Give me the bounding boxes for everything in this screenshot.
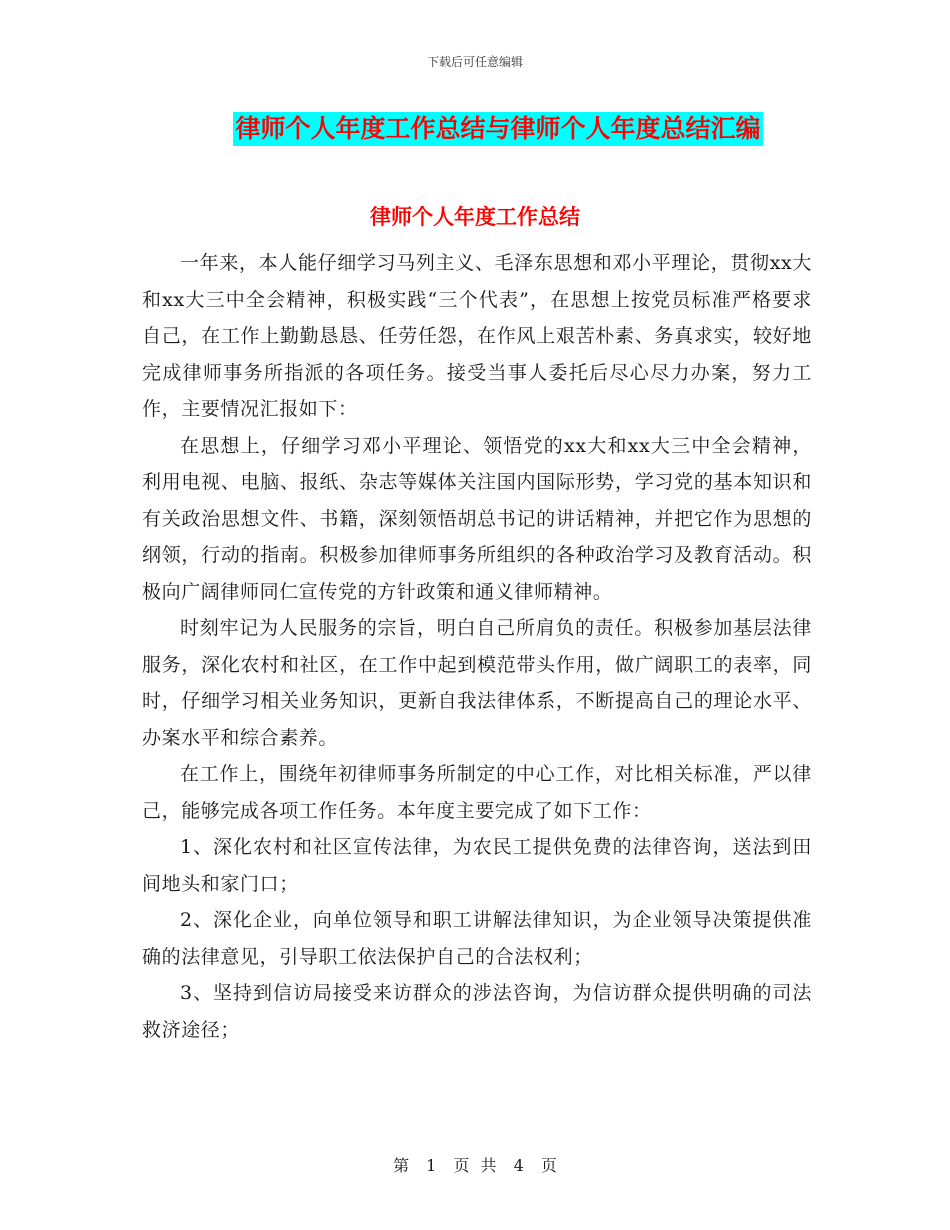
- current-page-number: 1: [426, 1156, 437, 1175]
- total-pages-number: 4: [513, 1156, 524, 1175]
- page-label-suffix: 页: [540, 1156, 557, 1175]
- paragraph: 时刻牢记为人民服务的宗旨，明白自己所肩负的责任。积极参加基层法律服务，深化农村和社区，在工作中起到模范带头作用，做广阔职工的表率，同时，仔细学习相关业务知识，更新自我法律体系，不断提高自己的理论水平、办案水平和综合素养。: [142, 617, 812, 749]
- page-label-mid: 页 共: [453, 1156, 497, 1175]
- page-label-prefix: 第: [393, 1156, 410, 1175]
- main-title-container: [0, 112, 950, 146]
- paragraph: 一年来，本人能仔细学习马列主义、毛泽东思想和邓小平理论，贯彻xx大和xx大三中全会精神，积极实践“三个代表”，在思想上按党员标准严格要求自己，在工作上勤勤恳恳、任劳任怨，在作风上艰苦朴素、务真求实，较好地完成律师事务所指派的各项任务。接受当事人委托后尽心尽力办案，努力工作，主要情况汇报如下：: [142, 252, 812, 420]
- paragraph: 1、深化农村和社区宣传法律，为农民工提供免费的法律咨询，送法到田间地头和家门口；: [142, 836, 812, 895]
- section-title: 律师个人年度工作总结: [370, 204, 580, 229]
- header-note: 下载后可任意编辑: [426, 55, 523, 69]
- document-body: [142, 245, 812, 1048]
- paragraph: 在工作上，围绕年初律师事务所制定的中心工作，对比相关标准，严以律己，能够完成各项工作任务。本年度主要完成了如下工作：: [142, 763, 812, 822]
- paragraph: 2、深化企业，向单位领导和职工讲解法律知识，为企业领导决策提供准确的法律意见，引导职工依法保护自己的合法权利；: [142, 909, 812, 968]
- paragraph: 在思想上，仔细学习邓小平理论、领悟党的xx大和xx大三中全会精神，利用电视、电脑、报纸、杂志等媒体关注国内国际形势，学习党的基本知识和有关政治思想文件、书籍，深刻领悟胡总书记的讲话精神，并把它作为思想的纲领，行动的指南。积极参加律师事务所组织的各种政治学习及教育活动。积极向广阔律师同仁宣传党的方针政策和通义律师精神。: [142, 434, 812, 603]
- page-footer: [0, 1153, 950, 1176]
- main-title: 律师个人年度工作总结与律师个人年度总结汇编: [233, 112, 762, 146]
- paragraph: 3、坚持到信访局接受来访群众的涉法咨询，为信访群众提供明确的司法救济途径；: [142, 982, 812, 1041]
